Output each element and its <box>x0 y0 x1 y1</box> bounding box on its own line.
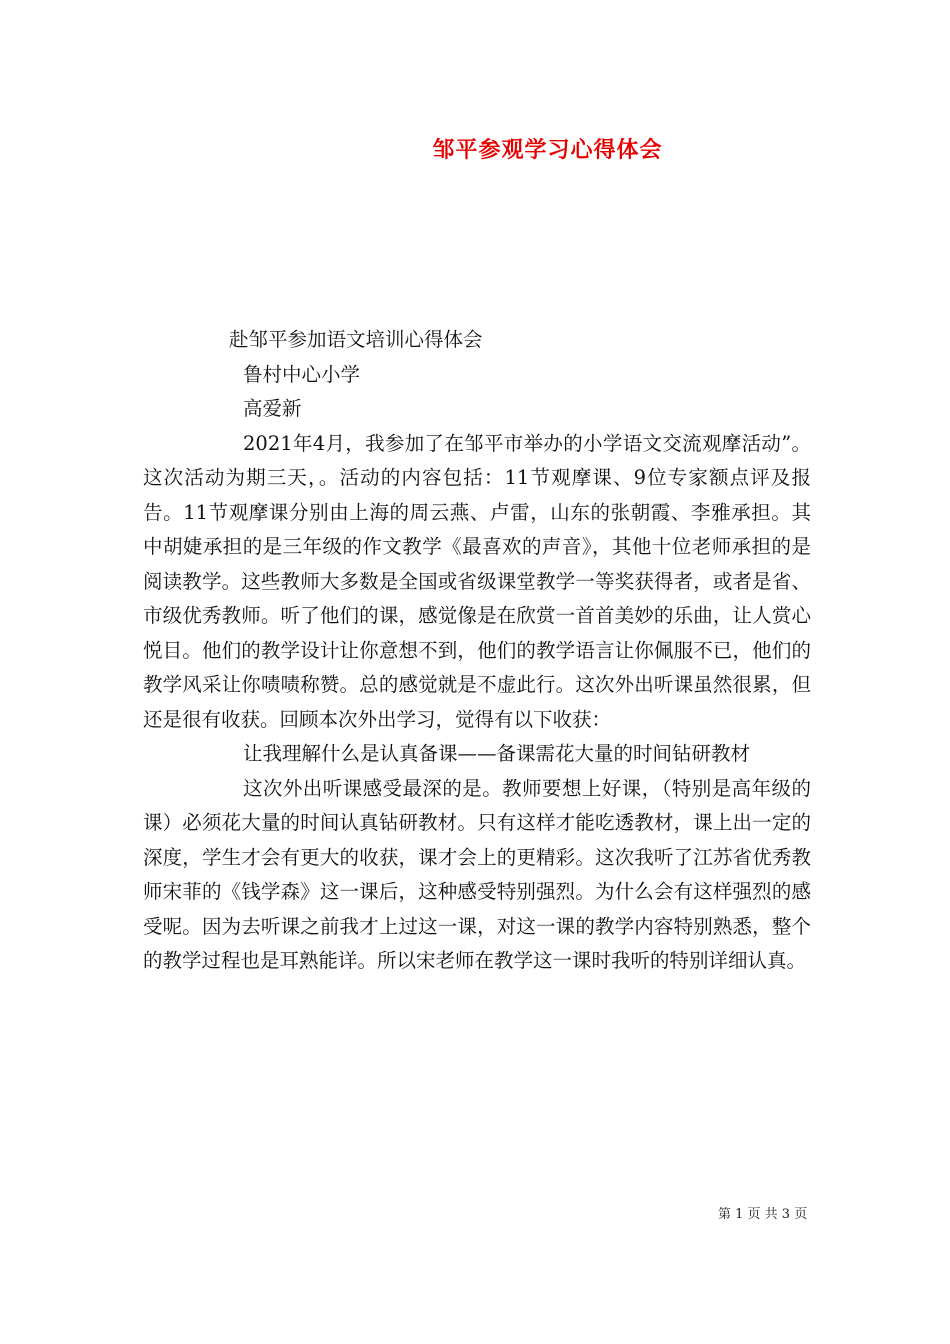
school-name: 鲁村中心小学 <box>243 362 361 386</box>
page-footer: 第 1 页 共 3 页 <box>718 1207 808 1222</box>
section-heading: 让我理解什么是认真备课——备课需花大量的时间钻研教材 <box>243 742 751 765</box>
document-body <box>143 323 811 979</box>
page-title: 邹平参观学习心得体会 <box>432 137 663 163</box>
paragraph: 2021年4月，我参加了在邹平市举办的小学语文交流观摩活动”。这次活动为期三天，。活动的内容包括：11节观摩课、9位专家额点评及报告。11节观摩课分别由上海的周云燕、卢雷，山东的张朝霞、李雅承担。其中胡婕承担的是三年级的作文教学《最喜欢的声音》，其他十位老师承担的是阅读教学。这些教师大多数是全国或省级课堂教学一等奖获得者，或者是省、市级优秀教师。听了他们的课，感觉像是在欣赏一首首美妙的乐曲，让人赏心悦目。他们的教学设计让你意想不到，他们的教学语言让你佩服不已，他们的教学风采让你啧啧称赞。总的感觉就是不虚此行。这次外出听课虽然很累，但还是很有收获。回顾本次外出学习，觉得有以下收获： <box>143 431 811 731</box>
document-subtitle: 赴邹平参加语文培训心得体会 <box>229 328 483 351</box>
author-name: 高爱新 <box>243 397 302 420</box>
paragraph: 这次外出听课感受最深的是。教师要想上好课，（特别是高年级的课）必须花大量的时间认真钻研教材。只有这样才能吃透教材，课上出一定的深度，学生才会有更大的收获，课才会上的更精彩。这次我听了江苏省优秀教师宋菲的《钱学森》这一课后，这种感受特别强烈。为什么会有这样强烈的感受呢。因为去听课之前我才上过这一课，对这一课的教学内容特别熟悉，整个的教学过程也是耳熟能详。所以宋老师在教学这一课时我听的特别详细认真。 <box>143 776 811 972</box>
